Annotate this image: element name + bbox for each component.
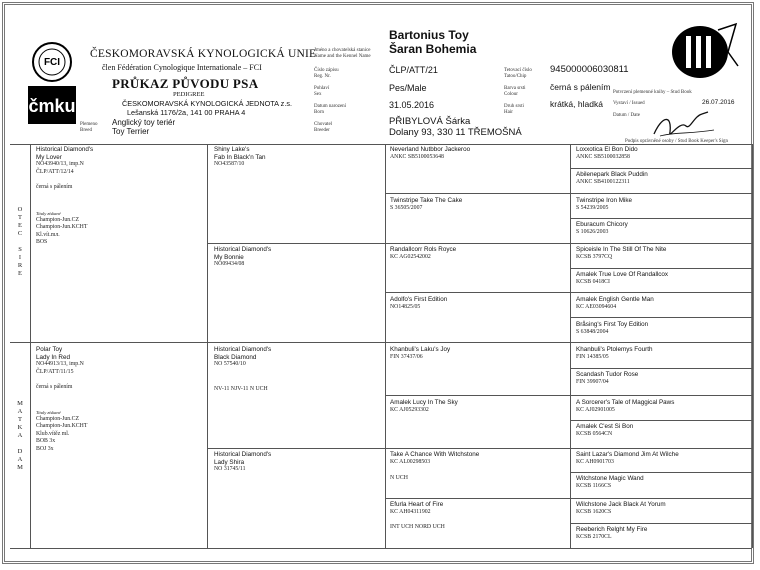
sire-cell: Historical Diamond's My Lover NO43940/13, imp.N ČLP/ATT/12/14 černá s pálením Tituly získané Champion-Jun.CZ Champion-Jun.KCHT Kl.vít.mл. BOS (36, 146, 94, 245)
dam-cell: Polar Toy Lady In Red NO44913/13, imp.N ČLP/ATT/11/15 černá s pálením Tituly získané Champion-Jun.CZ Champion-Jun.KCHT Klub.vítěz ml. BOB 3x BOJ 3x (36, 346, 88, 452)
grid-line (385, 498, 752, 499)
dob-label-cz: Datum narození (314, 104, 347, 109)
dam-dam-cell: Historical Diamond's Lady Shira NO 31745/11 (214, 451, 272, 472)
dam-side-label: M A T K A D A M (17, 400, 23, 471)
gen4-cell-2: Abilenepark Black Puddin ANKC SB4100122311 (576, 171, 648, 185)
issued-date: 26.07.2016 (702, 99, 735, 106)
dam-sire-cell: Historical Diamond's Black Diamond NO 57540/10 NV-11 NJV-11 N UCH (214, 346, 272, 392)
grid-line (385, 193, 752, 194)
gen3-cell-2: Twinstripe Take The Cake S 36505/2007 (390, 197, 463, 211)
gen3-cell-7: Take A Chance With Witchstone KC AL00298503 N UCH (390, 451, 480, 481)
grid-line (570, 144, 571, 548)
gen4-cell-9: Khanbuli's Ptolemys Fourth FIN 14385/05 (576, 346, 653, 360)
dog-color: černá s pálením (550, 82, 611, 92)
grid-line (10, 548, 752, 549)
reg-label-en: Reg. Nr. (314, 74, 331, 79)
dog-reg: ČLP/ATT/21 (389, 65, 438, 75)
reg-label-cz: Číslo zápisu (314, 68, 339, 73)
gen3-cell-8: Efurla Heart of Fire KC AH04311902 INT UCH NORD UCH (390, 501, 445, 530)
grid-line (570, 472, 752, 473)
gen4-cell-14: Witchstone Magic Wand KCSB 1166CS (576, 475, 644, 489)
chip-label-en: Tatoo/Chip (504, 74, 527, 79)
hair-label-en: Hair (504, 110, 513, 115)
gen4-cell-5: Spiceisle In The Still Of The Nite KCSB 3797CQ (576, 246, 667, 260)
grid-line (570, 268, 752, 269)
publisher: ČESKOMORAVSKÁ KYNOLOGICKÁ JEDNOTA z.s. (122, 99, 293, 108)
grid-line (10, 342, 752, 343)
dog-name-line1: Bartonius Toy (389, 28, 469, 42)
breed-cz: Anglický toy teriér (112, 118, 176, 127)
dog-chip: 945000006030811 (550, 64, 629, 75)
grid-line (570, 218, 752, 219)
signature-icon (650, 110, 720, 142)
gen4-cell-7: Amalek English Gentle Man KC AE03094604 (576, 296, 654, 310)
svg-text:čmku: čmku (28, 96, 76, 116)
grid-line (570, 317, 752, 318)
org-member: člen Fédération Cynologique Internationale – FCI (102, 63, 262, 72)
gen3-cell-4: Adolfo's First Edition NO14825/05 (390, 296, 448, 310)
name-label-en: Name and the Kennel Name (314, 54, 371, 59)
grid-line (30, 144, 31, 548)
gen4-cell-6: Amalek True Love Of Randallcox KCSB 0418CI (576, 271, 669, 285)
breeder-label-en: Breeder (314, 128, 330, 133)
gen4-cell-11: A Sorcerer's Tale of Maggical Paws KC AJ02901005 (576, 399, 675, 413)
sire-sire-cell: Shiny Lake's Fab In Black'n Tan NO43587/10 (214, 146, 266, 167)
grid-line (207, 144, 208, 548)
grid-line (570, 368, 752, 369)
gen4-cell-4: Eburacum Chicory S 10626/2003 (576, 221, 628, 235)
grid-line (385, 292, 752, 293)
gen3-cell-1: Neverland Nutbbor Jackeroo ANKC SB5100053648 (390, 146, 471, 160)
grid-line (385, 144, 386, 548)
sex-label-en: Sex (314, 92, 322, 97)
gen4-cell-13: Saint Lazar's Diamond Jim At Wilche KC AH0901703 (576, 451, 679, 465)
date-label: Datum / Date (613, 113, 640, 118)
breeder-name: PŘIBYLOVÁ Šárka (389, 116, 471, 127)
owner-label: Potvrzení plemenné knihy – Stud Book (613, 90, 692, 95)
grid-line (385, 395, 752, 396)
grid-line (570, 523, 752, 524)
gen4-cell-1: Loxxotica El Bon Dido ANKC SB5100032858 (576, 146, 638, 160)
grid-line (752, 144, 753, 548)
color-label-cz: Barva srsti (504, 86, 526, 91)
sire-side-label: O T E C S I R E (17, 206, 23, 277)
name-label-cz: Jméno a chovatelská stanice (314, 48, 371, 53)
doc-subtitle: PEDIGREE (173, 91, 205, 98)
org-name: ČESKOMORAVSKÁ KYNOLOGICKÁ UNIE (90, 48, 317, 60)
breed-label-cz: Plemeno (80, 122, 98, 127)
gen4-cell-16: Reeberich Relght My Fire KCSB 2170CL (576, 526, 648, 540)
dog-sex: Pes/Male (389, 83, 427, 93)
dog-dob: 31.05.2016 (389, 100, 435, 110)
gen4-cell-8: Bråsing's First Toy Edition S 63848/2004 (576, 321, 649, 335)
sire-dam-cell: Historical Diamond's My Bonnie NO09434/08 (214, 246, 272, 267)
grid-line (570, 420, 752, 421)
gen4-cell-10: Scandash Tudor Rose FIN 39907/04 (576, 371, 639, 385)
publisher-address: Lešanská 1176/2a, 141 00 PRAHA 4 (127, 108, 246, 117)
gen4-cell-12: Amalek C'est Si Bon KCSB 0564CN (576, 423, 634, 437)
chip-label-cz: Tetovací číslo (504, 68, 532, 73)
grid-line (10, 144, 752, 145)
gen3-cell-5: Khanbuli's Laku's Joy FIN 37437/06 (390, 346, 451, 360)
dob-label-en: Born (314, 110, 324, 115)
fci-logo-icon (22, 40, 82, 128)
stud-book-stamp-icon (658, 22, 740, 84)
gen3-cell-3: Randallcorr Rols Royce KC AG02542002 (390, 246, 457, 260)
dog-name-line2: Šaran Bohemia (389, 42, 477, 56)
svg-text:FCI: FCI (43, 57, 61, 68)
grid-line (207, 243, 752, 244)
breeder-address: Dolany 93, 330 11 TŘEMOŠNÁ (389, 127, 522, 138)
grid-line (570, 168, 752, 169)
gen4-cell-15: Wilchstone Jack Black At Yorum KCSB 1620CS (576, 501, 666, 515)
gen3-cell-6: Amalek Lucy In The Sky KC AJ05293302 (390, 399, 458, 413)
breed-en: Toy Terrier (112, 127, 150, 136)
dog-hair: krátká, hladká (550, 99, 603, 109)
breed-label-en: Breed (80, 128, 92, 133)
sex-label-cz: Pohlaví (314, 86, 330, 91)
signature-label: Podpis oprávněné osoby / Stud Book Keeper's Sign (625, 139, 728, 144)
doc-title: PRŮKAZ PŮVODU PSA (112, 76, 259, 91)
gen4-cell-3: Twinstripe Iron Mike S 54239/2005 (576, 197, 632, 211)
issued-label: Vystaví / Issued (613, 101, 645, 106)
hair-label-cz: Druh srsti (504, 104, 524, 109)
breeder-label-cz: Chovatel (314, 122, 333, 127)
grid-line (207, 448, 752, 449)
color-label-en: Colour (504, 92, 518, 97)
